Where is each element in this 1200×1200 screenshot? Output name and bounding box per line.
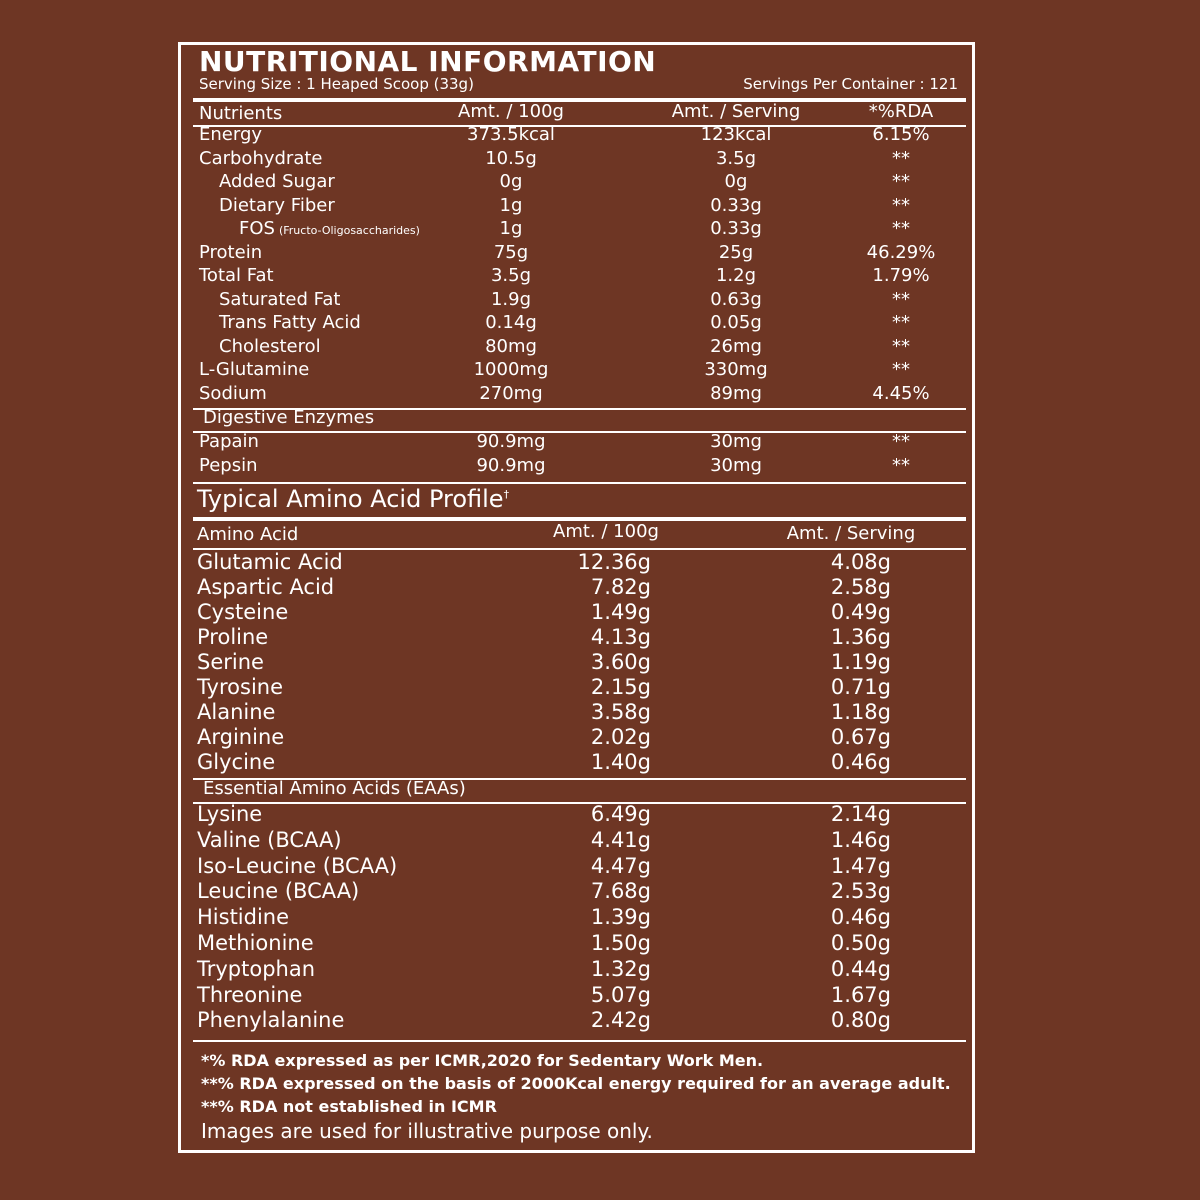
nutrient-name [219,336,321,357]
nutrients-header-per100: Amt. / 100g [458,101,564,122]
nutrient-per-serving: 0.05g [710,312,762,333]
amino-acid-per-serving: 0.67g [830,725,891,749]
nutrient-rda: 4.45% [872,382,930,404]
eaa-name: Histidine [197,905,290,930]
eaa-per-serving: 1.46g [830,827,891,852]
nutrient-per-serving: 1.2g [715,265,757,286]
enzyme-per-serving: 30mg [710,431,762,452]
amino-acid-name: Glutamic Acid [197,550,343,574]
amino-acid-name: Arginine [197,725,285,749]
amino-acid-per100: 2.02g [590,725,651,749]
amino-profile-title-mark: † [503,488,510,501]
eaa-name: Valine (BCAA) [197,827,342,852]
eaa-name: Tryptophan [197,956,316,981]
amino-acid-per100: 7.82g [590,575,651,599]
enzymes-title: Digestive Enzymes [203,407,375,428]
divider [193,482,966,484]
eaa-per100: 1.39g [590,905,651,930]
amino-acid-per100: 1.40g [590,750,651,774]
nutrient-name [199,265,274,286]
footnote-1: *% RDA expressed as per ICMR,2020 for Sedentary Work Men. [201,1051,764,1070]
eaa-per-serving: 2.53g [830,879,891,904]
amino-acid-name: Tyrosine [197,675,284,699]
amino-acid-per-serving: 4.08g [830,550,891,574]
amino-header-per-serving: Amt. / Serving [786,523,916,544]
nutrient-rda: ** [892,288,910,310]
nutrient-name-text: Sodium [199,382,267,404]
nutrition-panel [178,42,975,1153]
nutrient-name [199,383,267,404]
enzyme-name: Papain [199,431,259,452]
amino-acid-per100: 1.49g [590,600,651,624]
amino-header-per100: Amt. / 100g [553,521,659,542]
eaa-name: Lysine [197,802,263,826]
nutrient-per100: 373.5kcal [467,124,555,145]
nutrients-header-rda: *%RDA [868,101,934,122]
nutrient-name-note: (Fructo-Oligosaccharides) [278,224,420,237]
nutrient-name-text: Total Fat [199,265,274,286]
eaa-per100: 5.07g [590,982,651,1007]
eaa-per100: 6.49g [590,802,651,826]
eaa-name: Leucine (BCAA) [197,879,360,904]
nutrient-name [219,289,340,310]
amino-acid-name: Alanine [197,700,276,724]
nutrient-rda: ** [892,312,910,333]
nutrient-name-text: Cholesterol [219,335,321,357]
nutrient-name-text: Trans Fatty Acid [219,312,361,333]
amino-acid-per-serving: 1.19g [830,650,891,674]
amino-acid-per100: 3.60g [590,650,651,674]
eaa-per100: 4.47g [590,853,651,878]
enzyme-rda: ** [892,431,910,452]
amino-acid-per-serving: 2.58g [830,575,891,599]
eaa-name: Iso-Leucine (BCAA) [197,853,398,878]
amino-acid-name: Cysteine [197,600,289,624]
nutrient-per100: 1000mg [473,359,549,380]
nutrient-name [199,148,323,169]
nutrient-per-serving: 0.33g [710,218,762,239]
nutrient-per100: 0g [499,171,523,192]
nutrient-per100: 10.5g [485,147,537,169]
nutrient-rda: ** [892,359,910,380]
amino-header-name: Amino Acid [197,524,299,545]
eaa-name: Threonine [197,982,303,1007]
nutrient-per-serving: 25g [718,241,754,263]
eaa-per-serving: 2.14g [830,802,891,826]
enzyme-per100: 90.9mg [476,431,546,452]
nutrient-name [219,195,335,216]
nutrient-per100: 3.5g [490,265,532,286]
servings-per-container: Servings Per Container : 121 [743,75,958,93]
nutrient-name-text: Carbohydrate [199,147,323,169]
nutrient-per100: 1.9g [490,288,532,310]
nutrient-name [239,218,420,239]
nutrient-per-serving: 3.5g [715,147,757,169]
amino-acid-per-serving: 0.49g [830,600,891,624]
nutrient-name-text: Added Sugar [219,171,335,192]
nutrients-header-per-serving: Amt. / Serving [671,101,801,122]
footnote-2: **% RDA expressed on the basis of 2000Kcal energy required for an average adult. [201,1074,951,1093]
eaa-per100: 1.50g [590,931,651,955]
enzyme-rda: ** [892,455,910,476]
nutrient-per-serving: 0.33g [710,194,762,216]
eaa-per-serving: 0.80g [830,1008,891,1033]
amino-acid-per100: 2.15g [590,675,651,699]
amino-acid-name: Aspartic Acid [197,575,335,599]
nutrient-per-serving: 26mg [710,335,762,357]
enzyme-name: Pepsin [199,455,258,476]
disclaimer: Images are used for illustrative purpose only. [201,1119,653,1143]
nutrient-name-text: Protein [199,241,263,263]
amino-acid-per100: 4.13g [590,625,651,649]
amino-acid-per100: 12.36g [577,550,651,574]
amino-acid-name: Serine [197,650,264,674]
amino-profile-title [197,485,509,513]
nutrient-per-serving: 0.63g [710,288,762,310]
amino-acid-name: Proline [197,625,269,649]
nutrient-name [199,242,262,263]
eaa-title: Essential Amino Acids (EAAs) [203,778,466,799]
nutrient-per100: 1g [499,218,523,239]
nutrient-name [199,359,309,380]
amino-acid-name: Glycine [197,750,276,774]
nutrient-per100: 0.14g [485,312,537,333]
eaa-per-serving: 0.44g [830,956,891,981]
eaa-per-serving: 0.46g [830,905,891,930]
nutrients-header-name: Nutrients [199,103,283,124]
amino-acid-per-serving: 1.18g [830,700,891,724]
nutrient-name-text: Saturated Fat [219,288,341,310]
nutrient-per-serving: 89mg [710,382,762,404]
amino-acid-per100: 3.58g [590,700,651,724]
nutrient-name [219,312,361,333]
nutrient-rda: 1.79% [872,265,930,286]
eaa-name: Phenylalanine [197,1008,345,1033]
eaa-per100: 1.32g [590,956,651,981]
nutrient-per-serving: 0g [724,171,748,192]
nutrient-rda: 6.15% [872,124,930,145]
divider [193,1040,966,1042]
amino-acid-per-serving: 0.71g [830,675,891,699]
amino-acid-per-serving: 0.46g [830,750,891,774]
enzyme-per100: 90.9mg [476,455,546,476]
amino-acid-per-serving: 1.36g [830,625,891,649]
nutrient-rda: ** [892,194,910,216]
nutrient-name-text: L-Glutamine [199,359,310,380]
footnote-3: **% RDA not established in ICMR [201,1097,497,1116]
amino-profile-title-text: Typical Amino Acid Profile [197,485,504,513]
nutrient-name-text: Energy [199,124,263,145]
nutrient-rda: ** [892,147,910,169]
nutrient-rda: ** [892,171,910,192]
eaa-per100: 4.41g [590,827,651,852]
nutrient-per100: 80mg [485,335,537,357]
nutrient-rda: 46.29% [866,241,936,263]
nutrient-name-text: Dietary Fiber [219,194,335,216]
nutrient-per100: 75g [493,241,529,263]
nutrient-name-text: FOS [239,218,275,239]
nutrient-per-serving: 123kcal [700,124,772,145]
eaa-per-serving: 1.47g [830,853,891,878]
eaa-per-serving: 0.50g [830,931,891,955]
nutrient-rda: ** [892,335,910,357]
nutrient-name [199,124,262,145]
eaa-per-serving: 1.67g [830,982,891,1007]
enzyme-per-serving: 30mg [710,455,762,476]
nutrient-name [219,171,335,192]
nutrient-per100: 270mg [479,382,543,404]
nutrient-per-serving: 330mg [704,359,768,380]
eaa-per100: 2.42g [590,1008,651,1033]
nutrient-per100: 1g [499,194,523,216]
nutrient-rda: ** [892,218,910,239]
serving-size: Serving Size : 1 Heaped Scoop (33g) [199,75,474,93]
eaa-per100: 7.68g [590,879,651,904]
eaa-name: Methionine [197,931,314,955]
page-title: NUTRITIONAL INFORMATION [199,45,657,78]
